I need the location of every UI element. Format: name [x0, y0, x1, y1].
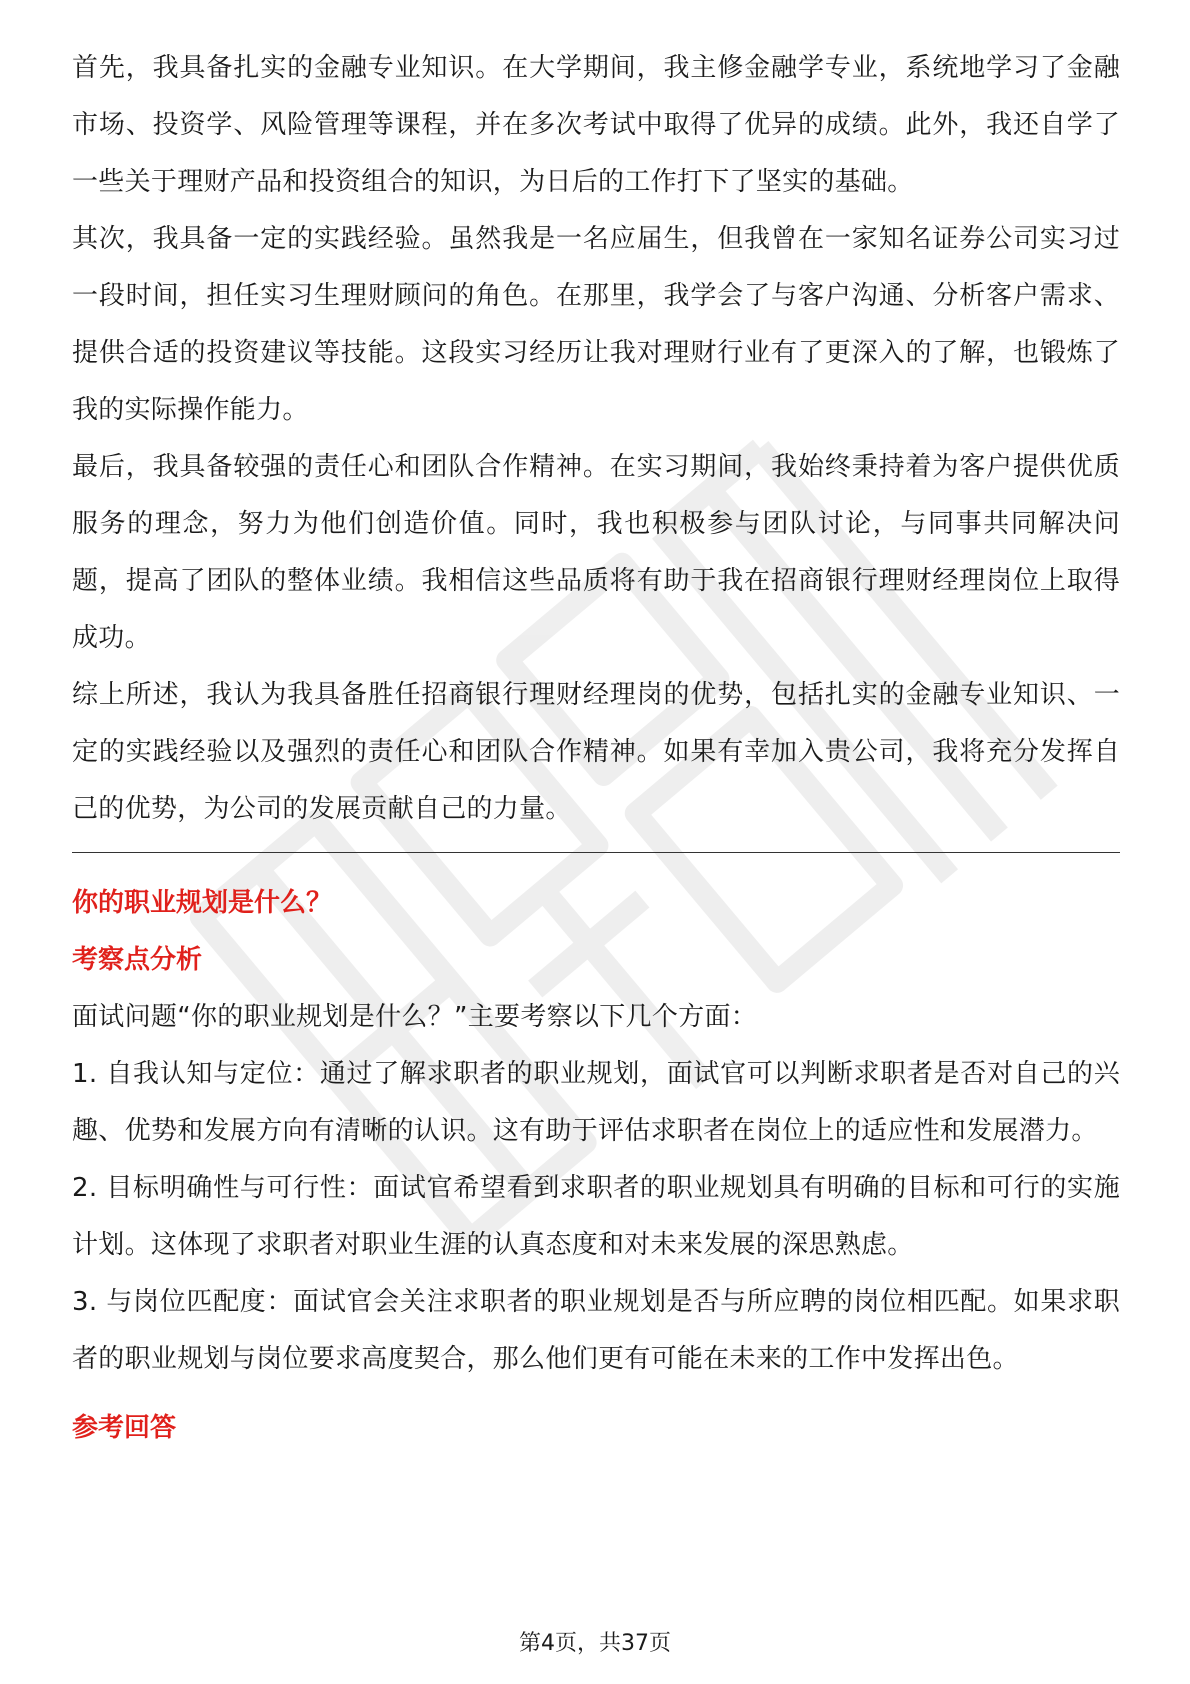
analysis-point-2: 2. 目标明确性与可行性：面试官希望看到求职者的职业规划具有明确的目标和可行的实施计划。这体现了求职者对职业生涯的认真态度和对未来发展的深思熟虑。 — [72, 1173, 1120, 1260]
intro-paragraph-1: 首先，我具备扎实的金融专业知识。在大学期间，我主修金融学专业，系统地学习了金融市场、投资学、风险管理等课程，并在多次考试中取得了优异的成绩。此外，我还自学了一些关于理财产品和投资组合的知识，为日后的工作打下了坚实的基础。 — [72, 53, 1120, 197]
intro-paragraph-2: 其次，我具备一定的实践经验。虽然我是一名应届生，但我曾在一家知名证券公司实习过一段时间，担任实习生理财顾问的角色。在那里，我学会了与客户沟通、分析客户需求、提供合适的投资建议等技能。这段实习经历让我对理财行业有了更深入的了解，也锻炼了我的实际操作能力。 — [72, 224, 1120, 425]
analysis-point-3: 3. 与岗位匹配度：面试官会关注求职者的职业规划是否与所应聘的岗位相匹配。如果求职者的职业规划与岗位要求高度契合，那么他们更有可能在未来的工作中发挥出色。 — [72, 1287, 1120, 1374]
analysis-point-1: 1. 自我认知与定位：通过了解求职者的职业规划，面试官可以判断求职者是否对自己的兴趣、优势和发展方向有清晰的认识。这有助于评估求职者在岗位上的适应性和发展潜力。 — [72, 1059, 1120, 1146]
analysis-heading: 考察点分析 — [72, 945, 203, 975]
analysis-intro: 面试问题“你的职业规划是什么？”主要考察以下几个方面： — [72, 1002, 758, 1032]
page-number: 第4页，共37页 — [519, 1631, 671, 1656]
document-page — [72, 40, 1120, 1457]
section-divider — [72, 852, 1120, 853]
question-title: 你的职业规划是什么？ — [72, 888, 333, 918]
intro-paragraph-4: 综上所述，我认为我具备胜任招商银行理财经理岗的优势，包括扎实的金融专业知识、一定的实践经验以及强烈的责任心和团队合作精神。如果有幸加入贵公司，我将充分发挥自己的优势，为公司的发展贡献自己的力量。 — [72, 680, 1120, 824]
intro-paragraph-3: 最后，我具备较强的责任心和团队合作精神。在实习期间，我始终秉持着为客户提供优质服务的理念，努力为他们创造价值。同时，我也积极参与团队讨论，与同事共同解决问题，提高了团队的整体业绩。我相信这些品质将有助于我在招商银行理财经理岗位上取得成功。 — [72, 452, 1120, 653]
reference-answer-heading: 参考回答 — [72, 1413, 177, 1443]
